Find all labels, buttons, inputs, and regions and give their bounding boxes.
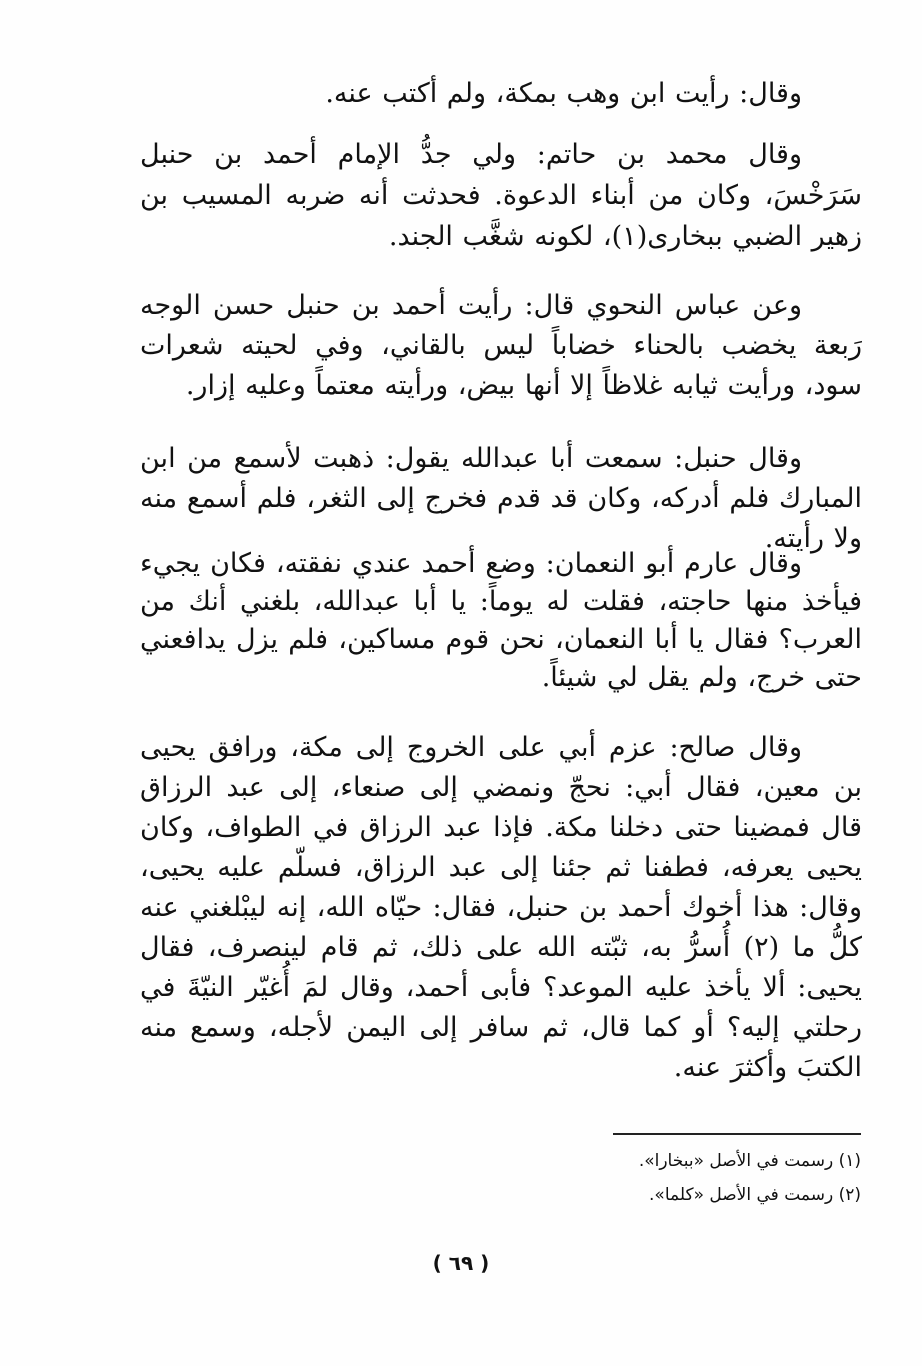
paragraph-abbas-al-nahwi: وعن عباس النحوي قال: رأيت أحمد بن حنبل حسن الوجه رَبعة يخضب بالحناء خضاباً ليس بالقاني، وفي لحيته شعرات سود، ورأيت ثيابه غلاظاً إلا أنها بيض، ورأيته معتماً وعليه إزار.	[140, 290, 862, 401]
footnote-2: (٢) رسمت في الأصل «كلما».	[649, 1185, 861, 1205]
paragraph-salih: وقال صالح: عزم أبي على الخروج إلى مكة، ورافق يحيى بن معين، فقال أبي: نحجّ ونمضي إلى صنعاء، إلى عبد الرزاق قال فمضينا حتى دخلنا مكة. فإذا عبد الرزاق في الطواف، وكان يحيى يعرفه، فطفنا ثم جئنا إلى عبد الرزاق، فسلّم عليه يحيى، وقال: هذا أخوك أحمد بن حنبل، فقال: حيّاه الله، إنه ليبْلغني عنه كلُّ ما (٢) أُسرُّ به، ثبّته الله على ذلك، ثم قام لينصرف، فقال يحيى: ألا يأخذ عليه الموعد؟ فأبى أحمد، وقال لمَ أُغيّر النيّةَ في رحلتي إليه؟ أو كما قال، ثم سافر إلى اليمن لأجله، وسمع منه الكتبَ وأكثرَ عنه.	[140, 732, 862, 1083]
footnote-divider	[613, 1133, 861, 1135]
paragraph-muhammad-ibn-hatim: وقال محمد بن حاتم: ولي جدُّ الإمام أحمد بن حنبل سَرَخْسَ، وكان من أبناء الدعوة. فحدثت أنه ضربه المسيب بن زهير الضبي ببخارى(١)، لكونه شغَّب الجند.	[140, 139, 862, 252]
paragraph-hanbal: وقال حنبل: سمعت أبا عبدالله يقول: ذهبت لأسمع من ابن المبارك فلم أدركه، وكان قد قدم فخرج إلى الثغر، فلم أسمع منه ولا رأيته.	[140, 443, 862, 554]
paragraph-ibn-wahb: وقال: رأيت ابن وهب بمكة، ولم أكتب عنه.	[325, 78, 802, 109]
page-number: ( ٦٩ )	[432, 1251, 490, 1275]
paragraph-arim-abu-al-numan: وقال عارم أبو النعمان: وضع أحمد عندي نفقته، فكان يجيء فيأخذ منها حاجته، فقلت له يوماً: يا أبا عبدالله، بلغني أنك من العرب؟ فقال يا أبا النعمان، نحن قوم مساكين، فلم يزل يدافعني حتى خرج، ولم يقل لي شيئاً.	[140, 548, 862, 693]
footnote-1: (١) رسمت في الأصل «ببخارا».	[638, 1151, 861, 1171]
